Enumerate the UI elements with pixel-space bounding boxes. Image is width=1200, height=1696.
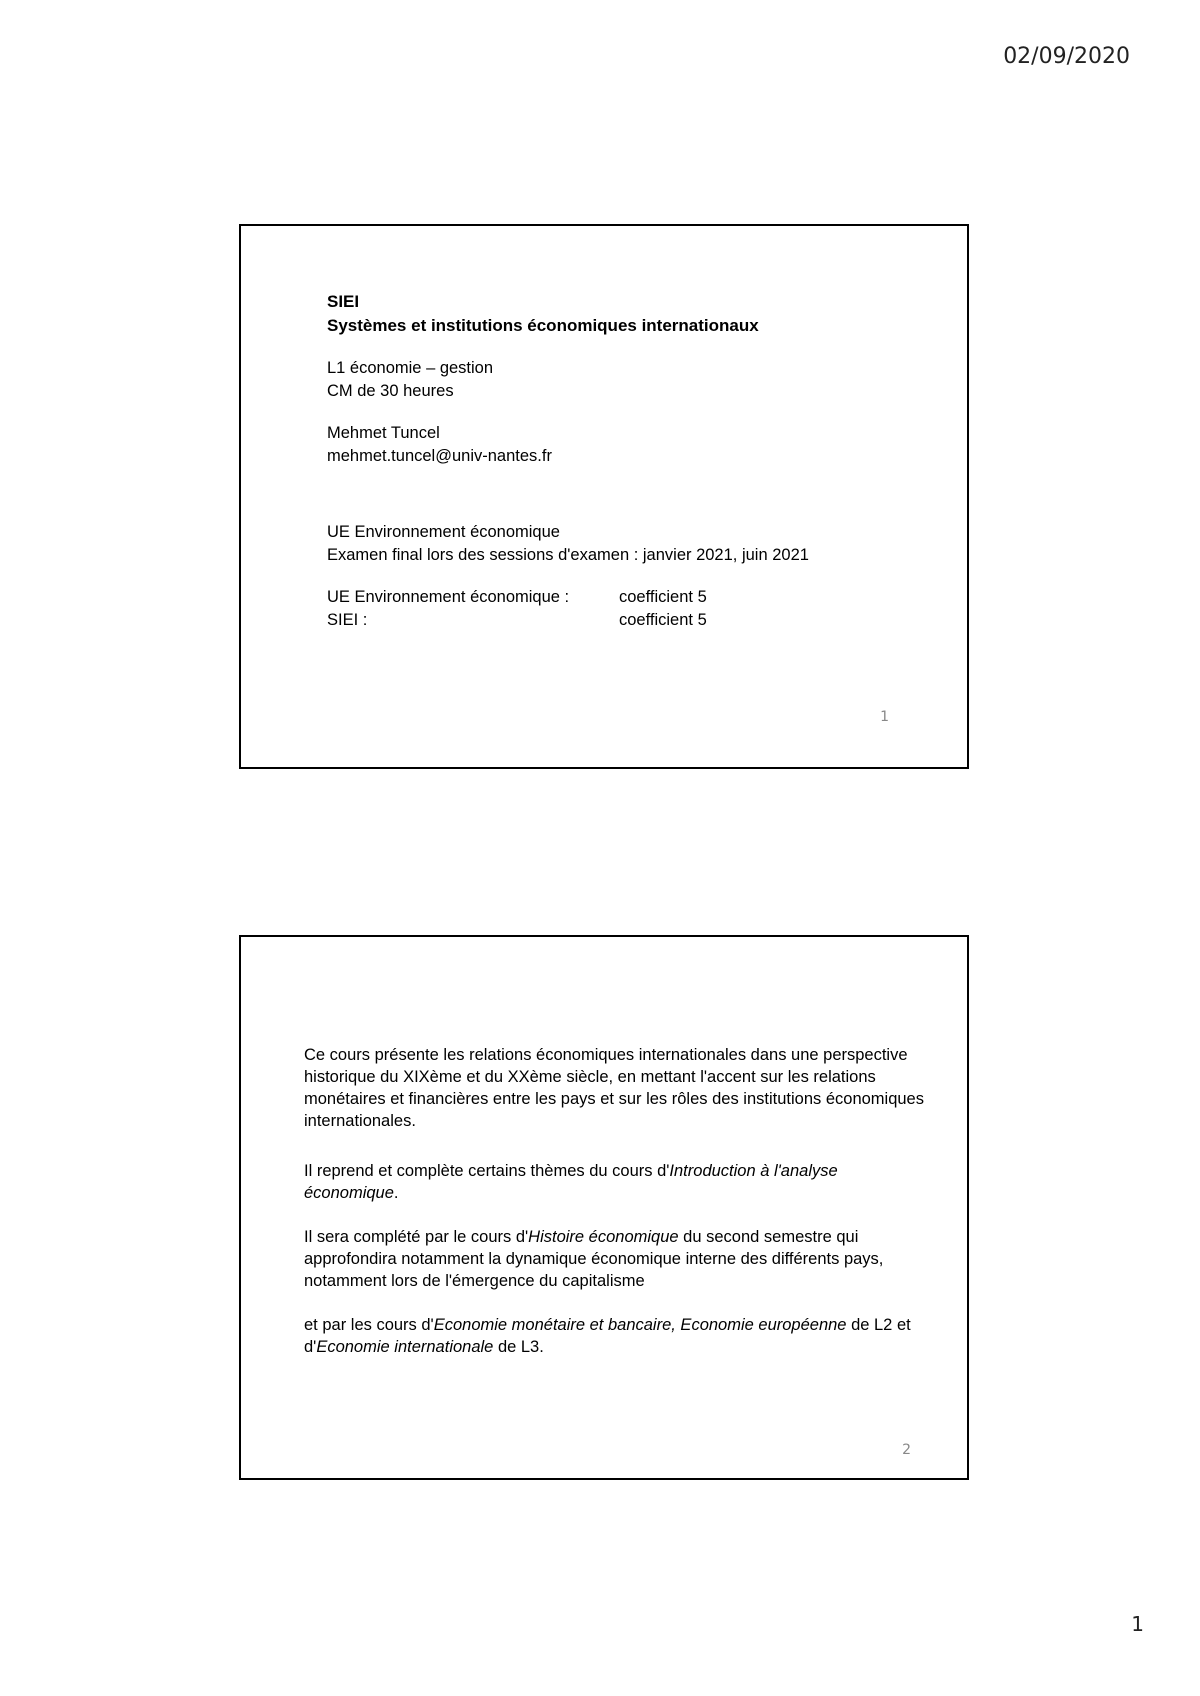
author-name: Mehmet Tuncel [327, 424, 440, 442]
author-info [327, 422, 927, 468]
coefficient-row [327, 586, 927, 609]
slide-2-content [304, 1044, 934, 1358]
course-relation-history [304, 1226, 934, 1292]
text-segment: du second semestre qui approfondira notamment la dynamique économique interne des différents pays, notamment lors de l'émergence du capitalisme [304, 1228, 884, 1290]
text-segment: de L3. [493, 1338, 544, 1356]
coefficient-value: coefficient 5 [619, 611, 707, 629]
course-description: Ce cours présente les relations économiques internationales dans une perspective historique du XIXème et du XXème siècle, en mettant l'accent sur les relations monétaires et financières entre les pays et sur les rôles des institutions économiques internationales. [304, 1046, 924, 1130]
coefficient-label: SIEI : [327, 611, 368, 629]
coefficient-table [327, 586, 927, 632]
slide-1 [239, 224, 969, 769]
slide-1-content [327, 290, 927, 632]
coefficient-value: coefficient 5 [619, 588, 707, 606]
course-name-italic: Introduction à l'analyse économique [304, 1162, 838, 1202]
course-hours: CM de 30 heures [327, 382, 454, 400]
course-title: Systèmes et institutions économiques internationaux [327, 316, 759, 335]
exam-info [327, 521, 927, 567]
text-segment: . [393, 1184, 399, 1202]
course-info [327, 357, 927, 403]
slide-number: 2 [902, 1442, 911, 1458]
page-date: 02/09/2020 [1003, 44, 1130, 69]
text-segment: et par les cours d' [304, 1316, 434, 1334]
text-segment: Il sera complété par le cours d' [304, 1228, 529, 1246]
text-segment: de L2 et d' [304, 1316, 911, 1356]
slide-2 [239, 935, 969, 1480]
course-name-italic: Economie monétaire et bancaire, Economie européenne [433, 1316, 847, 1334]
course-relation-others [304, 1314, 934, 1358]
author-email: mehmet.tuncel@univ-nantes.fr [327, 447, 552, 465]
slide-number: 1 [880, 709, 889, 725]
course-relation-intro [304, 1160, 934, 1204]
text-segment: Il reprend et complète certains thèmes du cours d' [304, 1162, 670, 1180]
ue-name: UE Environnement économique [327, 523, 560, 541]
coefficient-row [327, 609, 927, 632]
course-level: L1 économie – gestion [327, 359, 494, 377]
course-acronym: SIEI [327, 292, 360, 311]
course-name-italic: Economie internationale [316, 1338, 494, 1356]
coefficient-label: UE Environnement économique : [327, 588, 570, 606]
exam-sessions: Examen final lors des sessions d'examen : janvier 2021, juin 2021 [327, 546, 809, 564]
course-name-italic: Histoire économique [528, 1228, 679, 1246]
page-number: 1 [1131, 1612, 1144, 1636]
